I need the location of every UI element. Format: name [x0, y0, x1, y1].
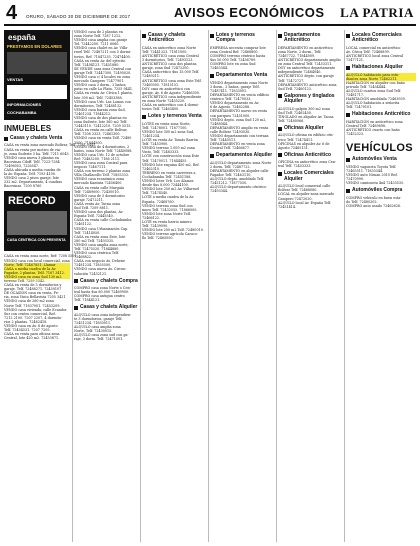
listing-line: VENDO casa de dos plantas en	[74, 115, 127, 120]
listing-line: VENDO casa barata zona Sud,	[74, 107, 126, 112]
listing-line: lote 300 m2. Telf. 72453388.	[74, 95, 123, 100]
listing-line: 6 de Agosto. 72462288.	[210, 105, 251, 110]
listing-line: 72451414.	[278, 204, 297, 209]
listing-line: VENDO casa nueva Av. Circun-	[74, 267, 127, 272]
listing-line: Telf. 72472727.	[278, 78, 305, 83]
column-3	[142, 30, 206, 542]
listing-line: Telf. 72470101.	[346, 105, 373, 110]
record-photo	[7, 211, 67, 235]
listing-line: LOTE a media cuadra de la Av.	[142, 195, 195, 200]
ad-listing	[210, 46, 274, 71]
listing-line: calle Bolívar 72493030.	[210, 129, 251, 134]
listing-line: DEPARTAMENTO en alquiler calle	[210, 168, 269, 173]
listing-line: CASA en venta de 3 dormitorios y	[4, 283, 62, 288]
section-heading: Casas y chalets Alquiler	[74, 305, 138, 310]
ad-listing	[74, 30, 138, 116]
listing-line: COMPRO lote en zona Sud	[210, 62, 256, 67]
listing-line: mercado Campero 72477901.	[74, 79, 125, 84]
listing-line: HABITACIÓN amoblada 72463939.	[346, 97, 406, 102]
listing-line: VENDO casa de 5 dormitorios	[74, 193, 126, 198]
column-6	[346, 30, 416, 542]
listing-line: Telf. 72470011. 71844455.	[142, 158, 188, 163]
section-heading: Habitaciones Alquiler	[346, 65, 416, 70]
listing-line: ALQUILO oficina en edificio cén-	[278, 133, 334, 138]
listing-line: 2 dorm. Telf. 72487722.	[210, 164, 251, 169]
listing-line: Bacovinas Cdoff. Telf. 7223-7284	[4, 159, 60, 164]
listing-line: DEPARTAMENTO anticrético zona	[278, 82, 337, 87]
column-divider	[208, 30, 209, 542]
listing-line: negocio 72467111.	[74, 165, 107, 170]
listing-line: Telf. 71844121.	[74, 298, 101, 303]
listing-line: Telf. 72478001. 71877100.	[142, 125, 188, 130]
listing-line: CASA en venta calle Murguía	[74, 185, 124, 190]
ad-listing	[74, 286, 138, 302]
listing-line: zona Norte, 2 dorm., Telf.	[278, 49, 322, 54]
listing-line: Telf: 72489000. 72430010.	[74, 189, 120, 194]
listing-line: VENDO casa de 4 dormitorios, 2	[74, 144, 130, 149]
listing-line: 72488044.	[210, 121, 229, 126]
ad-listing	[278, 133, 342, 149]
listing-line: ALQUILO cuartos zona Sud Telf.	[346, 88, 402, 93]
column-divider	[140, 30, 141, 542]
listing-line: torios Telf. 72463400.	[142, 107, 180, 112]
listing-line: COMPRO auto usado 72462626.	[346, 203, 402, 208]
listing-line: VENDO vagoneta Toyota Telf.	[346, 164, 397, 169]
listing-line: CASA en venta zona Este, lote	[74, 234, 126, 239]
listing-line: Telf. 72414050.	[74, 230, 101, 235]
listing-line: Telf. 72445511.	[210, 138, 237, 143]
listing-line: Vinto, Telf. 72483333.	[142, 150, 180, 155]
listing-line: Bacovinas. 7200 8760	[4, 184, 42, 189]
ad-photo	[7, 52, 67, 74]
column-divider	[344, 30, 345, 542]
section-heading: Locales Comerciales Alquiler	[278, 171, 342, 182]
listing-line: zona Norte Telf. 7287 1212.	[74, 34, 122, 39]
listing-line: VENDO lote esquina 450 m2, Ref.	[142, 162, 200, 167]
listing-line: 7212 2100. 7207 2207, 4 dormito-	[4, 315, 63, 320]
ad-listing	[346, 196, 416, 208]
listing-line: VENDO auto Nissan 2010 Ref.	[346, 172, 398, 177]
listing-line: LOTE con construcción zona Este	[142, 154, 200, 159]
listing-line: DEPARTAMENTO en venta edificio	[210, 93, 270, 98]
listing-line: garaje Telf. 72447300, 72495020.	[74, 70, 132, 75]
listing-line: CASA en anticrético zona Norte	[142, 45, 197, 50]
listing-line: privado Telf. 72454444.	[346, 84, 387, 89]
section-heading: Locales Comerciales Anticrético	[346, 33, 416, 44]
listing-line: VENDO casa de 2 plantas en	[74, 30, 123, 34]
ad-listing	[278, 107, 342, 123]
listing-line: Central, lote 420 m2. 72453871.	[4, 336, 60, 341]
listing-line: 72468822.	[74, 255, 93, 260]
listing-line: llo Telf. 72465050.	[142, 236, 174, 241]
listing-line: HABITACIÓN en alquiler con baño	[346, 80, 405, 85]
listing-line: muro Telf. 72432555. 71866000.	[142, 207, 198, 212]
listing-line: VENDO casa amplia con garaje	[74, 38, 128, 43]
listing-line: 72493344.	[210, 189, 229, 194]
listing-line: VENDO casa económica zona	[74, 177, 125, 182]
listing-line: SE VENDE casa zona Central con	[74, 66, 132, 71]
listing-line: VENDO lote zona Norte Telf.	[142, 211, 191, 216]
listing-line: 72451234. 71850011.	[74, 321, 112, 325]
listing-line: 280 m2 Telf. 72493335.	[74, 238, 115, 243]
listing-line: patio en calle La Plata. 7255 9441.	[74, 87, 134, 92]
listing-line: VENDO casa chalet en Av. Villa-	[74, 46, 129, 51]
listing-line: Sud Telf. 72462450.	[278, 110, 312, 115]
listing-line: VENDO lote 250 m2 Av. Villarroel	[142, 187, 200, 192]
listing-line: CASA venta Av. Tacna zona	[74, 201, 121, 206]
ad-listing	[346, 165, 416, 185]
column-4	[210, 30, 274, 542]
listing-line: 72463344.	[210, 66, 229, 71]
ad-listing	[346, 46, 416, 62]
listing-line: OFICINA en anticrético zona Cen-	[278, 160, 337, 165]
listing-line: zona Central Ref. 72468800.	[210, 49, 259, 54]
listing-line: 72465511. 71833344.	[346, 168, 384, 173]
listing-line: DEPARTAMENTO en anticrético	[278, 45, 333, 50]
listing-line: 3 dormitorios, Telf. 72493123.	[142, 58, 194, 63]
listing-line: VENDO casa 3 dorm., 2 baños,	[74, 83, 127, 88]
listing-line: dormitorios, Telf. 72488132.	[74, 103, 123, 108]
listing-line: trico Telf. 72474411.	[278, 137, 314, 142]
listing-line: Telf. 7208 2323, 72461300.	[74, 132, 121, 137]
listing-line: Campero 72472020.	[278, 196, 313, 201]
listing-line: ALQUILO galpón 300 m2 zona	[278, 106, 330, 111]
listing-line: 72481234. 71855500.	[74, 263, 112, 268]
listing-line: 72452323.	[346, 132, 365, 137]
listing-line: garaje. Telf. 72488271. 72459107	[4, 287, 62, 292]
page-number: 4	[6, 2, 18, 24]
record-advertisement	[4, 191, 70, 251]
listing-line: Central Telf. 72466677.	[210, 146, 251, 151]
listing-line: EMPRESA necesita comprar lote	[210, 45, 266, 50]
listing-line: Telf. 72441323. 71811000.	[142, 49, 188, 54]
listing-line: Norte Telf. 71837001. 72453209.	[4, 303, 61, 308]
section-heading: Lotes y terrenos Venta	[142, 114, 206, 119]
listing-line: 72489211.	[142, 74, 161, 79]
listing-line: te 3 dormitorios, garaje Telf.	[74, 316, 123, 321]
listing-line: COMPRO vehículo en buen esta-	[346, 195, 402, 200]
listing-line: 3500, 71844500.	[74, 140, 103, 145]
ad-brand: españa	[8, 33, 36, 42]
listing-line: baños, zona Norte Telf. 72440088.	[74, 148, 133, 153]
listing-line: garaje, zona Sud 72472200.	[142, 66, 190, 71]
column-divider	[72, 30, 73, 542]
ad-info-box	[7, 85, 67, 99]
ad-line: PRESTAMOS EN DOLARES	[7, 44, 62, 49]
listing-line: 72477121.	[346, 58, 365, 63]
listing-line: VENDO terreno 1.000 m2 zona	[142, 146, 195, 151]
bank-advertisement	[4, 30, 70, 120]
listing-line: VENDO casa en Av. 6 de agosto	[4, 324, 58, 329]
listing-line: CASA en venta zona mercado Bolívar, Telf. 7281 0445.	[4, 143, 97, 148]
listing-line: Telf. 72494121. 72451880.	[74, 62, 120, 67]
listing-line: torios, Ref. 71847235, 72474400.	[74, 54, 131, 59]
listing-line: Central Telf. 72489898.	[346, 123, 387, 128]
listing-line: 72481717.	[346, 93, 365, 98]
listing-line: ALQUILO habitación para estu-	[346, 73, 416, 77]
listing-line: ria, zona Vinto Bellavista 7205 3421	[4, 295, 66, 300]
listing-line: VENDO casa de 260 m2 zona	[4, 299, 54, 304]
listing-line: CASA ubicada a media cuadra de	[4, 167, 61, 172]
listing-line: Villa Challacollo Telf. 71855333.	[74, 173, 129, 178]
listing-line: TERRENO en venta carretera a	[142, 170, 196, 175]
section-heading: Galpones y tinglados Alquiler	[278, 94, 342, 105]
listing-line: DEPARTAMENTO en venta zona	[210, 142, 265, 147]
ad-listing	[278, 184, 342, 209]
listing-line: ANTICRÉTICO local zona Central	[346, 54, 404, 58]
listing-line: rios 2 plantas. 72462418.	[4, 319, 48, 324]
listing-line: Sur con centro comercial, Ref.	[4, 311, 56, 316]
newspaper-logo: LA PATRIA	[340, 5, 414, 20]
listing-line: do Telf. 72480202.	[346, 199, 378, 204]
listing-line: en zona Norte 72455220.	[142, 99, 186, 104]
listing-line: ANTICRÉTICO casa dos plantas,	[142, 62, 198, 67]
column-divider	[276, 30, 277, 542]
listing-line: VENDO casa nueva 3 plantas en	[4, 155, 59, 160]
listing-line: VENDO lote 300 m2 zona Sud,	[142, 129, 195, 134]
listing-line: DEPARTAMENTO amplio en venta	[210, 125, 269, 130]
listing-line: LOCAL en alquiler zona mercado	[278, 192, 335, 197]
listing-line: VENDO casa dos plantas, Av.	[74, 210, 124, 215]
listing-line: desde $us 8.000 72444100.	[142, 183, 189, 188]
ad-listing	[4, 254, 78, 341]
category-vehiculos: VEHÍCULOS	[346, 142, 413, 155]
listing-line: en zona Central Telf. 72453311.	[278, 62, 333, 67]
listing-line: Cochabamba Telf. 72451188.	[142, 174, 192, 179]
listing-line: ALQUILO depto. amoblado Telf.	[210, 177, 265, 182]
listing-line: ALQUILO departamento zona Norte	[210, 160, 272, 165]
listing-line: LOTE en venta barrio minero	[142, 219, 192, 224]
listing-line: tral Telf. 72453333.	[278, 164, 312, 169]
listing-line: LOTES en venta zona Norte,	[142, 121, 191, 126]
listing-line: 72460505. 71815151.	[142, 82, 180, 87]
listing-line: Telf. 72474540.	[142, 191, 169, 196]
listing-line: VENDO casa con local comercial, zona	[4, 258, 70, 263]
listing-line: tral hasta $us 80.000 72469900.	[74, 290, 130, 295]
listing-line: VENDO terreno agrícola Caraco-	[142, 232, 198, 237]
listing-line: 72461234. 71844212.	[74, 111, 112, 116]
listing-line: mercado Kantuta 72456400.	[74, 181, 123, 186]
listing-line: Pagador Telf. 72463110.	[210, 173, 252, 178]
listing-line: VENDO casa zona Central para	[74, 161, 128, 165]
column-5	[278, 30, 342, 542]
listing-line: 232 m2. Departamento, 4 cuadras	[4, 180, 63, 185]
listing-line: CASA a media cuadra de la Av.	[4, 267, 70, 271]
listing-line: garaje 72472211.	[74, 197, 104, 202]
listing-line: España Telf. 72445540.	[74, 214, 114, 219]
listing-line: 72496053, 7226547.	[4, 163, 40, 168]
listing-line: Agosto 72465151.	[278, 145, 309, 150]
ad-line: VENTAS	[7, 77, 23, 82]
listing-line: VENDO departamento en Av.	[210, 101, 260, 106]
listing-line: diantes zona Norte 72462211.	[346, 77, 416, 81]
listing-line: CASA anticrético $us 15.000 Telf.	[142, 70, 200, 75]
listing-line: ANTICRÉTICO depto. con garaje	[278, 74, 334, 79]
listing-line: ALQUILO habitación a señorita	[346, 101, 400, 106]
listing-line: 72461234.	[142, 134, 161, 138]
listing-line: Sud Telf. 7209 8811.	[74, 206, 110, 211]
listing-line: LOCAL comercial en anticrético	[346, 45, 401, 50]
listing-line: CASA en venta zona norte, Ref: 7208 5501.	[4, 254, 78, 259]
listing-line: VENDO casa 2 pisos garaje, lote	[4, 176, 60, 181]
listing-line: 3 dorm., 2 baños, garaje Telf.	[210, 84, 260, 89]
listing-line: Telf. 72480066.	[278, 118, 305, 123]
listing-line: VENDO casa Urbanización Cap.	[74, 226, 129, 231]
ad-listing	[346, 120, 416, 136]
listing-line: Bolívar Telf. 72468080.	[278, 188, 318, 193]
ad-line: COCHABAMBA	[7, 110, 37, 115]
listing-line: CASA en venta Av. del ejército	[74, 58, 126, 63]
listing-line: VENDO casa Urb. 12 de octubre	[74, 152, 130, 157]
listing-line: la Av. España. Telf. 7193 4100.	[4, 172, 56, 177]
listing-line: ANTICRÉTICO casa independiente	[142, 94, 202, 99]
listing-line: 72462310.	[142, 166, 161, 171]
listing-line: Ref: 72483200. 7186 2111.	[74, 156, 121, 161]
listing-line: independiente 72484040.	[278, 70, 322, 75]
listing-line: CASA en venta calle Cochabamba	[74, 218, 132, 223]
listing-line: Telf. 72453900.	[142, 142, 169, 147]
listing-line: DEPARTAMENTO nuevo en venta	[210, 109, 268, 114]
listing-line: VENDO casa c/ 4 locales en zona	[74, 75, 131, 80]
listing-line: 72451212. 71877550.	[210, 181, 248, 186]
listing-line: 72470990.	[346, 176, 365, 181]
listing-line: Av. Cívica Telf. 72468899.	[346, 49, 390, 54]
listing-line: CASA con terreno 2 plantas zona	[74, 169, 131, 174]
listing-line: 72443110. 72412210. 7209 5515.	[74, 124, 132, 129]
listing-line: 72467722. 71844009.	[278, 54, 316, 58]
listing-line: CASA en venta Av. Cívica 1 planta,	[74, 91, 133, 96]
listing-line: Pagador, 2 plantas, Telf. 7167 3412.	[4, 271, 70, 275]
ad-listing	[210, 161, 274, 194]
listing-line: 72461122.	[74, 222, 93, 227]
date-line: ORURO, SÁBADO 30 DE DICIEMBRE DE 2017	[26, 14, 131, 19]
listing-line: COMPRO casa zona Norte o Cen-	[74, 286, 131, 291]
section-heading: Casas y chalets Venta	[4, 136, 70, 141]
listing-line: VENDO depto. zona Sud 120 m2,	[210, 117, 267, 122]
section-heading: Casas y chalets Anticrético	[142, 33, 206, 44]
ad-listing	[74, 116, 138, 276]
listing-line: Tel. 72442200. 7211 6060.	[74, 42, 120, 47]
listing-line: 72487411. 71833001.	[210, 88, 248, 93]
listing-line: VENDO casa céntrica Telf.	[74, 251, 120, 256]
section-heading: Habitaciones Anticrético	[346, 112, 416, 117]
listing-line: España. 72468760.	[142, 199, 175, 204]
listing-line: valación 72432121.	[74, 271, 108, 276]
listing-line: VENDO terreno zona Sud con	[142, 203, 193, 208]
listing-line: $us 50.000 Telf. 72456789.	[210, 58, 257, 63]
ad-listing	[142, 46, 206, 112]
listing-line: VENDO departamento con terraza	[210, 134, 269, 138]
listing-line: Norte, Telf. 72430015.	[74, 329, 113, 334]
listing-line: ALQUILO casa amplia zona	[74, 325, 121, 330]
listing-line: Norte, Telf: 72467851. Llamar	[4, 263, 70, 267]
listing-line: 72466122.	[142, 215, 161, 220]
listing-line: ALQUILO casa zona sud con ga-	[74, 333, 129, 338]
section-heading: Lotes y terrenos Compra	[210, 33, 274, 44]
listing-line: VENDO casa vivienda, calle Ecuador	[4, 307, 67, 312]
section-heading: Departamentos Alquiler	[210, 153, 274, 158]
listing-line: ALQUILO local Av. España Telf.	[278, 200, 332, 205]
listing-line: VENDO casa amplia zona norte,	[74, 242, 129, 247]
listing-line: CASA en venta por motivo de via-	[4, 147, 61, 152]
listing-line: raje, 3 dorm. Telf. 72471001.	[74, 337, 124, 342]
record-subtitle: CASA CENTRICA CON PREVENTA	[7, 238, 66, 243]
listing-line: VENDO departamento zona Norte	[210, 80, 269, 85]
listing-line: VENDO lotes Urb. Los Álamos	[142, 179, 194, 184]
listing-line: je, zona Sudeste 3 ha. Telf. 7211 6045.	[4, 151, 70, 156]
listing-line: céntrico Telf. 72470033.	[210, 97, 252, 102]
listing-line: VENDO casa Urb. Las Lomas con	[74, 99, 131, 104]
listing-line: ANTICRÉTICO cuarto con baño	[346, 128, 400, 133]
listing-line: TINGLADO en alquiler Av. Tacna	[278, 114, 334, 119]
ad-listing	[74, 313, 138, 342]
listing-line: ALQUILO casa zona independien-	[74, 312, 132, 317]
listing-line: Telf. 72439090.	[142, 224, 169, 229]
listing-line: Telf. 72475520. 71844880.	[74, 246, 120, 251]
section-heading: Automóviles Compra	[346, 188, 416, 193]
listing-line: Sud Telf. 72460123.	[278, 86, 312, 91]
listing-line: LOTE en venta Av. Tomás Barrón	[142, 138, 198, 143]
section-heading: Automóviles Venta	[346, 157, 416, 162]
ad-listing	[210, 81, 274, 151]
ad-listing	[278, 46, 342, 91]
listing-line: zona Sudeste, lote 360 m2 Telf.	[74, 120, 128, 125]
listing-line: VENDO camioneta 4x4 72453535.	[346, 181, 405, 185]
ad-line: INFORMACIONES	[7, 102, 41, 107]
listing-line: VENDO lote 200 m2 Telf. 72480010.	[142, 228, 204, 233]
category-inmuebles: INMUEBLES	[4, 124, 52, 133]
listing-line: CASA con negocio Av. Dehene	[74, 259, 125, 264]
listing-line: COMPRO terreno céntrico hasta	[210, 54, 266, 58]
ad-listing	[278, 160, 342, 168]
listing-line: terreno Telf. 7259 3342.	[4, 279, 46, 283]
section-heading: Oficinas Anticrético	[278, 153, 342, 158]
listing-line: DOY en anticrético departamento	[278, 66, 336, 71]
listing-line: ANTICRÉTICO departamento amplio	[278, 58, 341, 63]
listing-line: COMPRO casa antigua centro	[74, 294, 125, 299]
listing-line: rroel Telf. 72487211 con 5 dormi-	[74, 50, 132, 55]
column-2	[74, 30, 138, 542]
listing-line: CASA en venta en calle Bolívar,	[74, 128, 128, 133]
section-heading: Oficinas Alquiler	[278, 126, 342, 131]
listing-line: con parqueo 72451000.	[210, 113, 251, 118]
listing-line: CASA en anticrético con 4 dormi-	[142, 103, 199, 108]
listing-line: CASA en venta para oficina zona	[4, 332, 60, 337]
listing-line: VENDO casa en venta Telf. 72480	[74, 136, 132, 141]
listing-line: ANTICRÉTICO casa zona Central	[142, 54, 199, 58]
listing-line: VENDO casa en zona Sud 130 m2	[4, 275, 70, 279]
record-title: RECORD	[8, 195, 56, 208]
section-heading: Departamentos Venta	[210, 73, 274, 78]
listing-line: ANTICRÉTICO casa zona Este Telf.	[142, 78, 202, 83]
listing-line: HABITACIÓN en anticrético zona	[346, 119, 403, 124]
section-heading: Departamentos Anticrético	[278, 33, 342, 44]
section-heading: Casas y chalets Compra	[74, 279, 138, 284]
ad-listing	[142, 122, 206, 241]
listing-line: ALQUILO local comercial calle	[278, 184, 331, 189]
listing-line: DOY casa en anticrético con	[142, 86, 190, 91]
ad-listing	[346, 73, 416, 110]
listing-line: ALQUILO departamento céntrico	[210, 185, 267, 190]
listing-line: OFICINAS en alquiler Av. 6 de	[278, 141, 330, 146]
listing-line: DE OCASIÓN casa en venta, Fe-	[4, 291, 59, 296]
section-title: AVISOS ECONÓMICOS	[174, 5, 325, 20]
page-header	[4, 2, 416, 26]
listing-line: Telf. 72454531. 7207 7205.	[4, 328, 51, 333]
listing-line: garaje, Av. 6 de Agosto 72466300.	[142, 90, 200, 95]
